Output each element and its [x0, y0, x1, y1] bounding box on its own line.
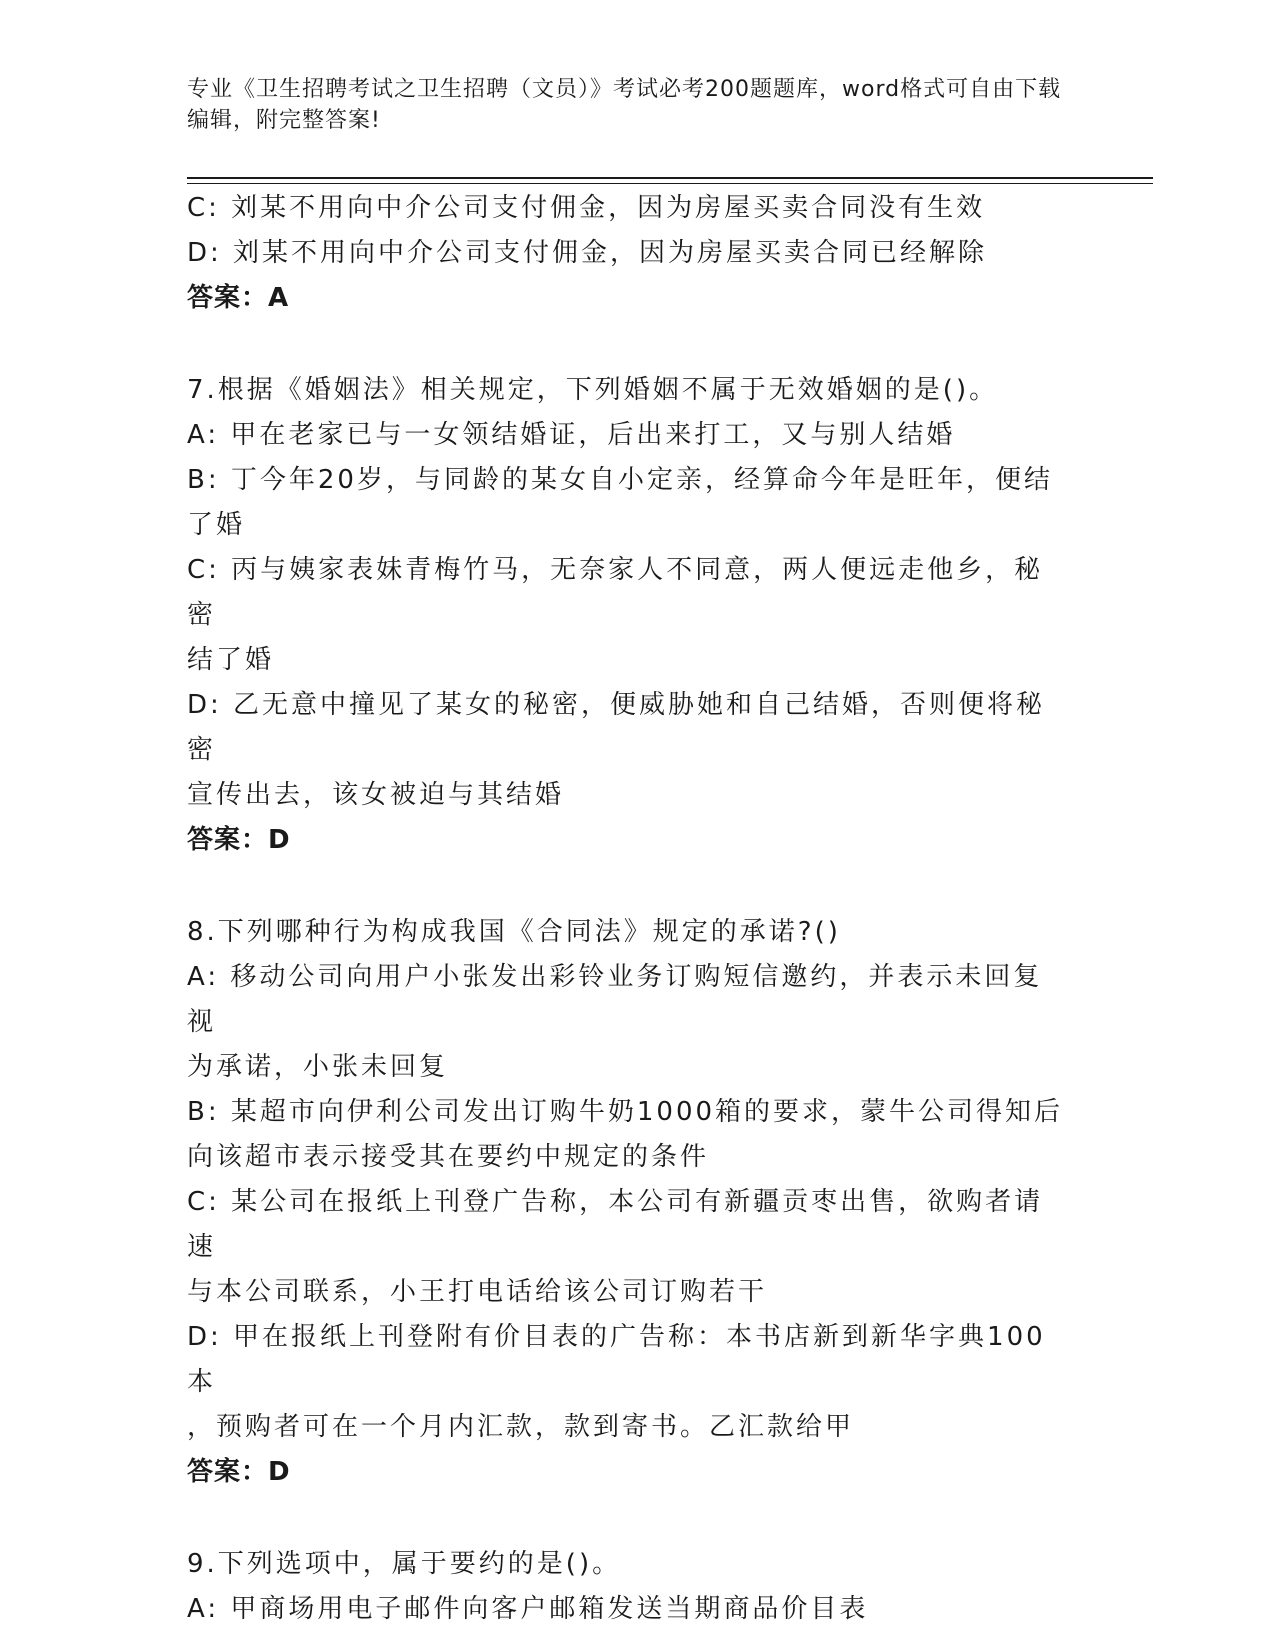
text-line: 向该超市表示接受其在要约中规定的条件	[187, 1142, 710, 1172]
text-line: ，预购者可在一个月内汇款，款到寄书。乙汇款给甲	[187, 1412, 855, 1442]
text-line: 结了婚	[187, 645, 275, 675]
text-line: A: 移动公司向用户小张发出彩铃业务订购短信邀约，并表示未回复视	[187, 962, 1043, 1037]
paragraph-gap	[187, 321, 1067, 368]
text-line: D: 甲在报纸上刊登附有价目表的广告称：本书店新到新华字典100本	[187, 1322, 1046, 1397]
text-line: 与本公司联系，小王打电话给该公司订购若干	[187, 1277, 768, 1307]
answer-line: 答案：D	[187, 825, 291, 855]
text-line: 了婚	[187, 510, 246, 540]
text-line: 7.根据《婚姻法》相关规定，下列婚姻不属于无效婚姻的是()。	[187, 375, 999, 405]
text-line: B: 丁今年20岁，与同龄的某女自小定亲，经算命今年是旺年，便结	[187, 465, 1053, 495]
text-line: C: 刘某不用向中介公司支付佣金，因为房屋买卖合同没有生效	[187, 193, 986, 223]
text-line: C: 丙与姨家表妹青梅竹马，无奈家人不同意，两人便远走他乡，秘密	[187, 555, 1044, 630]
paragraph-gap	[187, 863, 1067, 910]
header-divider-thin	[187, 183, 1153, 184]
header-divider-thick	[187, 177, 1153, 179]
text-line: A: 甲商场用电子邮件向客户邮箱发送当期商品价目表	[187, 1594, 869, 1624]
document-body	[187, 186, 1067, 1632]
text-line: B: 某超市向伊利公司发出订购牛奶1000箱的要求，蒙牛公司得知后	[187, 1097, 1064, 1127]
text-line: A: 甲在老家已与一女领结婚证，后出来打工，又与别人结婚	[187, 420, 956, 450]
text-line: C: 某公司在报纸上刊登广告称，本公司有新疆贡枣出售，欲购者请速	[187, 1187, 1044, 1262]
text-line: D: 刘某不用向中介公司支付佣金，因为房屋买卖合同已经解除	[187, 238, 988, 268]
text-line: 宣传出去，该女被迫与其结婚	[187, 780, 565, 810]
page-header: 专业《卫生招聘考试之卫生招聘（文员）》考试必考200题题库，word格式可自由下载编辑，附完整答案!	[187, 77, 1062, 133]
answer-line: 答案：D	[187, 1457, 291, 1487]
text-line: D: 乙无意中撞见了某女的秘密，便威胁她和自己结婚，否则便将秘密	[187, 690, 1046, 765]
text-line: 为承诺，小张未回复	[187, 1052, 449, 1082]
text-line: 9.下列选项中，属于要约的是()。	[187, 1549, 622, 1579]
paragraph-gap	[187, 1495, 1067, 1542]
answer-line: 答案：A	[187, 283, 290, 313]
text-line: 8.下列哪种行为构成我国《合同法》规定的承诺?()	[187, 917, 841, 947]
